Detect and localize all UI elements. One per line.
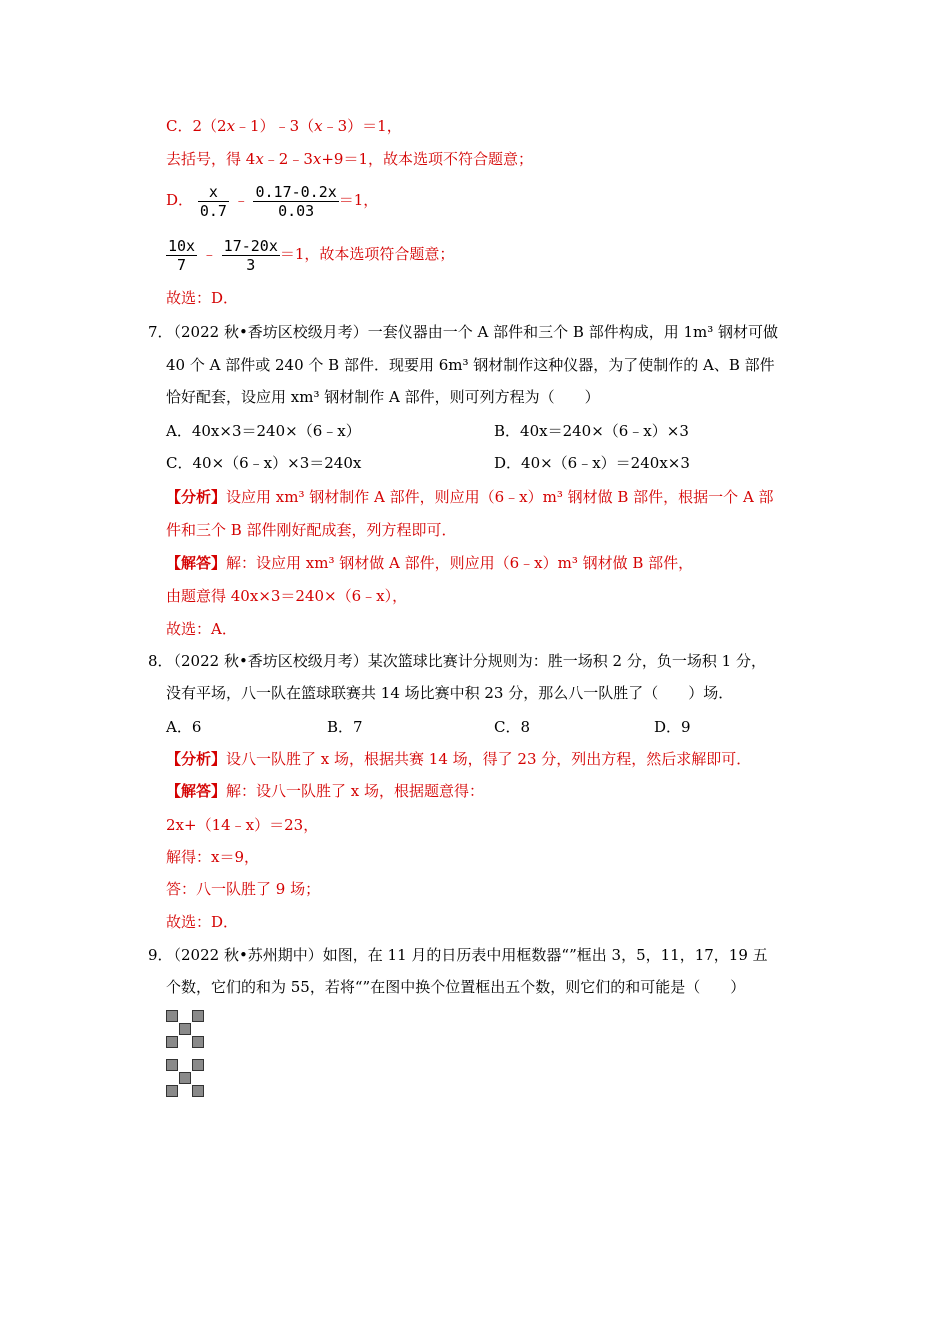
q6-expand-part: +9＝1，故本选项不符合题意； [321,150,534,168]
q8-number: 8． [148,652,173,670]
frame-cell [166,1010,178,1022]
q8-answer-line1 [166,781,484,801]
analysis-text: 设八一队胜了 x 场，根据共赛 14 场，得了 23 分，列出方程，然后求解即可． [226,750,752,768]
q7-line2: 40 个 A 部件或 240 个 B 部件．现要用 6m³ 钢材制作这种仪器，为了使制作的 A、B 部件 [166,356,775,374]
q6-choice: 故选：D． [166,289,239,307]
q7-answer-line2: 由题意得 40x×3＝240×（6﹣x）， [166,587,408,605]
analysis-text: 设应用 xm³ 钢材制作 A 部件，则应用（6﹣x）m³ 钢材做 B 部件，根据一个 A 部 [226,488,774,506]
frame-cell [192,1036,204,1048]
fraction-numerator: 0.17-0.2x [255,182,337,201]
q6-option-d-line [166,180,378,220]
q7-analysis-line2: 件和三个 B 部件刚好配成套，列方程即可． [166,521,457,539]
q7-analysis-line1 [166,487,774,507]
q8-line2: 没有平场，八一队在篮球联赛共 14 场比赛中积 23 分，那么八一队胜了（ ）场． [166,684,734,702]
frame-cell [192,1085,204,1097]
frame-cell [192,1010,204,1022]
q6-option-c-line: C．2（2x﹣1）﹣3（x﹣3）＝1， [166,117,402,135]
q9-line1: （2022 秋•苏州期中）如图，在 11 月的日历表中用框数器“”框出 3，5，11，17，19 五 [166,946,768,964]
q8-option-c: C．8 [494,718,531,736]
q8-equation: 2x+（14﹣x）＝23， [166,816,319,834]
answer-text: 解：设应用 xm³ 钢材做 A 部件，则应用（6﹣x）m³ 钢材做 B 部件， [226,554,694,572]
q7-answer-line1 [166,553,693,573]
q7-number: 7． [148,323,173,341]
frame-cell [166,1059,178,1071]
q7-option-a: A．40x×3＝240×（6﹣x） [166,422,361,440]
q6-expand-part: 去括号，得 4 [166,150,256,168]
fraction-x-over-0.7 [198,183,229,220]
fraction-numerator: 17-20x [223,236,278,255]
q6-c-part: ﹣1）﹣3（ [235,117,315,135]
fraction-decimal [253,183,338,220]
analysis-tag: 【分析】 [166,750,227,768]
fraction-denominator: 0.7 [199,201,227,220]
q6-c-part: C．2（2 [166,117,227,135]
x-frame-icon [166,1010,208,1052]
q6-expand-part: ﹣2﹣3 [263,150,313,168]
q9-line2: 个数，它们的和为 55，若将“”在图中换个位置框出五个数，则它们的和可能是（ ） [166,978,746,996]
q8-line1: （2022 秋•香坊区校级月考）某次篮球比赛计分规则为：胜一场积 2 分，负一场积 1 分， [166,652,766,670]
q8-solve: 解得：x＝9， [166,848,260,866]
q8-reply: 答：八一队胜了 9 场； [166,880,321,898]
frame-cell [192,1059,204,1071]
answer-tag: 【解答】 [166,554,227,572]
answer-tag: 【解答】 [166,782,227,800]
q6-d-prefix: D． [166,191,194,209]
q7-line1: （2022 秋•香坊区校级月考）一套仪器由一个 A 部件和三个 B 部件构成，用 1m³ 钢材可做 [166,323,779,341]
fraction-numerator: x [198,183,229,202]
fraction-denominator: 0.03 [278,201,315,220]
q7-line3: 恰好配套，设应用 xm³ 钢材制作 A 部件，则可列方程为（ ） [166,388,600,406]
q7-option-b: B．40x＝240×（6﹣x）×3 [494,422,689,440]
q8-option-b: B．7 [327,718,363,736]
q8-choice: 故选：D． [166,913,239,931]
q7-choice: 故选：A． [166,620,237,638]
fraction-numerator: 10x [168,236,196,255]
fraction-denominator: 7 [177,255,187,274]
answer-text: 解：设八一队胜了 x 场，根据题意得： [226,782,485,800]
frame-cell [166,1036,178,1048]
fraction-10x-over-7 [166,237,197,274]
q9-number: 9． [148,946,173,964]
q8-option-a: A．6 [166,718,202,736]
equals-one: ＝1， [338,191,379,209]
q7-option-c: C．40×（6﹣x）×3＝240x [166,454,362,472]
fraction-denominator: 3 [246,255,256,274]
equals-one-conclusion: ＝1，故本选项符合题意； [279,245,455,263]
analysis-tag: 【分析】 [166,488,227,506]
x-frame-icon [166,1059,208,1101]
q6-converted-line [166,234,454,274]
q6-expand-line: 去括号，得 4x﹣2﹣3x+9＝1，故本选项不符合题意； [166,150,534,168]
q7-option-d: D．40×（6﹣x）＝240x×3 [494,454,690,472]
q6-c-part: ﹣3）＝1， [322,117,402,135]
minus-sign: ﹣ [201,245,217,263]
fraction-17-20x-over-3 [222,237,280,274]
q8-option-d: D．9 [654,718,691,736]
minus-sign: ﹣ [233,191,249,209]
frame-cell [179,1072,191,1084]
frame-cell [166,1085,178,1097]
q8-analysis-line1 [166,749,751,769]
frame-cell [179,1023,191,1035]
